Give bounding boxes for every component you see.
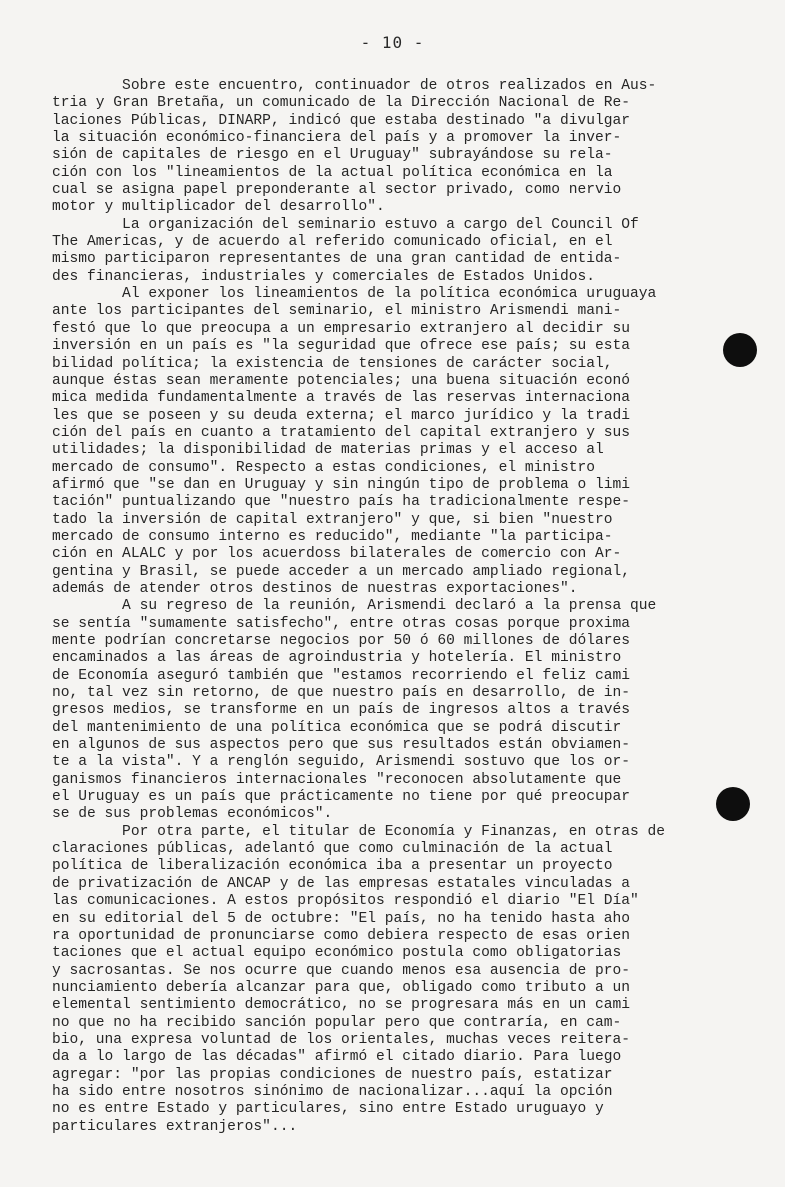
- punch-hole-top: [723, 333, 757, 367]
- text-line: ción con los "lineamientos de la actual política económica en la: [52, 164, 613, 181]
- text-line: no, tal vez sin retorno, de que nuestro país en desarrollo, de in-: [52, 685, 631, 702]
- text-line: se sentía "sumamente satisfecho", entre otras cosas porque proxima: [52, 615, 631, 632]
- text-line: encaminados a las áreas de agroindustria y hotelería. El ministro: [52, 650, 622, 667]
- text-line: gentina y Brasil, se puede acceder a un mercado ampliado regional,: [52, 563, 631, 580]
- text-line: Al exponer los lineamientos de la política económica uruguaya: [52, 286, 657, 303]
- text-line: cual se asigna papel preponderante al sector privado, como nervio: [52, 182, 622, 199]
- text-line: bilidad política; la existencia de tensiones de carácter social,: [52, 355, 613, 372]
- page-number: - 10 -: [360, 33, 425, 52]
- punch-hole-bottom: [716, 787, 750, 821]
- text-line: del mantenimiento de una política económica que se podrá discutir: [52, 719, 622, 736]
- text-line: mente podrían concretarse negocios por 50 ó 60 millones de dólares: [52, 633, 631, 649]
- text-line: festó que lo que preocupa a un empresario extranjero al decidir su: [52, 320, 631, 337]
- text-line: de privatización de ANCAP y de las empresas estatales vinculadas a: [52, 875, 631, 892]
- text-line: ganismos financieros internacionales "reconocen absolutamente que: [52, 771, 622, 788]
- text-line: Sobre este encuentro, continuador de otros realizados en Aus-: [52, 78, 657, 94]
- text-line: además de atender otros destinos de nuestras exportaciones".: [52, 580, 578, 597]
- text-line: afirmó que "se dan en Uruguay y sin ningún tipo de problema o limi: [52, 476, 631, 493]
- text-line: claraciones públicas, adelantó que como culminación de la actual: [52, 841, 613, 858]
- text-line: no es entre Estado y particulares, sino entre Estado uruguayo y: [52, 1101, 604, 1118]
- text-line: te a la vista". Y a renglón seguido, Arismendi sostuvo que los or-: [52, 754, 631, 771]
- text-line: gresos medios, se transforme en un país de ingresos altos a través: [52, 702, 631, 719]
- text-line: da a lo largo de las décadas" afirmó el citado diario. Para luego: [52, 1049, 622, 1066]
- text-line: ra oportunidad de pronunciarse como debiera respecto de esas orien: [52, 927, 631, 944]
- text-line: la situación económico-financiera del país y a promover la inver-: [52, 130, 622, 147]
- text-line: inversión en un país es "la seguridad que ofrece ese país; su esta: [52, 338, 631, 355]
- text-line: utilidades; la disponibilidad de materias primas y el acceso al: [52, 442, 604, 459]
- text-line: de Economía aseguró también que "estamos recorriendo el feliz cami: [52, 667, 631, 684]
- text-line: motor y multiplicador del desarrollo".: [52, 199, 385, 216]
- text-line: tria y Gran Bretaña, un comunicado de la Dirección Nacional de Re-: [52, 95, 631, 112]
- text-line: aunque éstas sean meramente potenciales; una buena situación econó: [52, 372, 631, 389]
- text-line: el Uruguay es un país que prácticamente no tiene por qué preocupar: [52, 789, 631, 806]
- body-text: [52, 78, 752, 1136]
- text-line: agregar: "por las propias condiciones de nuestro país, estatizar: [52, 1066, 613, 1083]
- text-line: mismo participaron representantes de una gran cantidad de entida-: [52, 251, 622, 268]
- text-line: no que no ha recibido sanción popular pero que contraría, en cam-: [52, 1014, 622, 1031]
- text-line: taciones que el actual equipo económico postula como obligatorias: [52, 945, 622, 962]
- text-line: La organización del seminario estuvo a cargo del Council Of: [52, 216, 639, 233]
- text-line: en su editorial del 5 de octubre: "El país, no ha tenido hasta aho: [52, 910, 631, 927]
- text-line: bio, una expresa voluntad de los orientales, muchas veces reitera-: [52, 1031, 631, 1048]
- text-line: les que se poseen y su deuda externa; el marco jurídico y la tradi: [52, 407, 631, 424]
- text-line: ha sido entre nosotros sinónimo de nacionalizar...aquí la opción: [52, 1083, 613, 1100]
- text-line: tación" puntualizando que "nuestro país ha tradicionalmente respe-: [52, 494, 631, 511]
- text-line: sión de capitales de riesgo en el Uruguay" subrayándose su rela-: [52, 147, 613, 164]
- text-line: Por otra parte, el titular de Economía y Finanzas, en otras de: [52, 823, 666, 840]
- text-line: las comunicaciones. A estos propósitos respondió el diario "El Día": [52, 893, 639, 910]
- text-line: The Americas, y de acuerdo al referido comunicado oficial, en el: [52, 234, 613, 251]
- text-line: mercado de consumo interno es reducido", mediante "la participa-: [52, 528, 613, 545]
- text-line: política de liberalización económica iba a presentar un proyecto: [52, 858, 613, 875]
- text-line: mercado de consumo". Respecto a estas condiciones, el ministro: [52, 459, 595, 476]
- text-line: nunciamiento debería alcanzar para que, obligado como tributo a un: [52, 979, 631, 996]
- text-line: ante los participantes del seminario, el ministro Arismendi mani-: [52, 303, 622, 320]
- text-line: ción en ALALC y por los acuerdoss bilaterales de comercio con Ar-: [52, 546, 622, 563]
- text-line: laciones Públicas, DINARP, indicó que estaba destinado "a divulgar: [52, 112, 631, 129]
- text-line: A su regreso de la reunión, Arismendi declaró a la prensa que: [52, 598, 657, 615]
- text-line: des financieras, industriales y comerciales de Estados Unidos.: [52, 268, 595, 285]
- text-line: elemental sentimiento democrático, no se progresara más en un cami: [52, 997, 631, 1014]
- text-line: ción del país en cuanto a tratamiento del capital extranjero y sus: [52, 424, 631, 441]
- text-line: y sacrosantas. Se nos ocurre que cuando menos esa ausencia de pro-: [52, 962, 631, 979]
- text-line: se de sus problemas económicos".: [52, 806, 333, 823]
- text-line: tado la inversión de capital extranjero" y que, si bien "nuestro: [52, 511, 613, 528]
- text-line: en algunos de sus aspectos pero que sus resultados están obviamen-: [52, 737, 631, 754]
- text-line: particulares extranjeros"...: [52, 1118, 298, 1135]
- text-line: mica medida fundamentalmente a través de las reservas internaciona: [52, 390, 631, 407]
